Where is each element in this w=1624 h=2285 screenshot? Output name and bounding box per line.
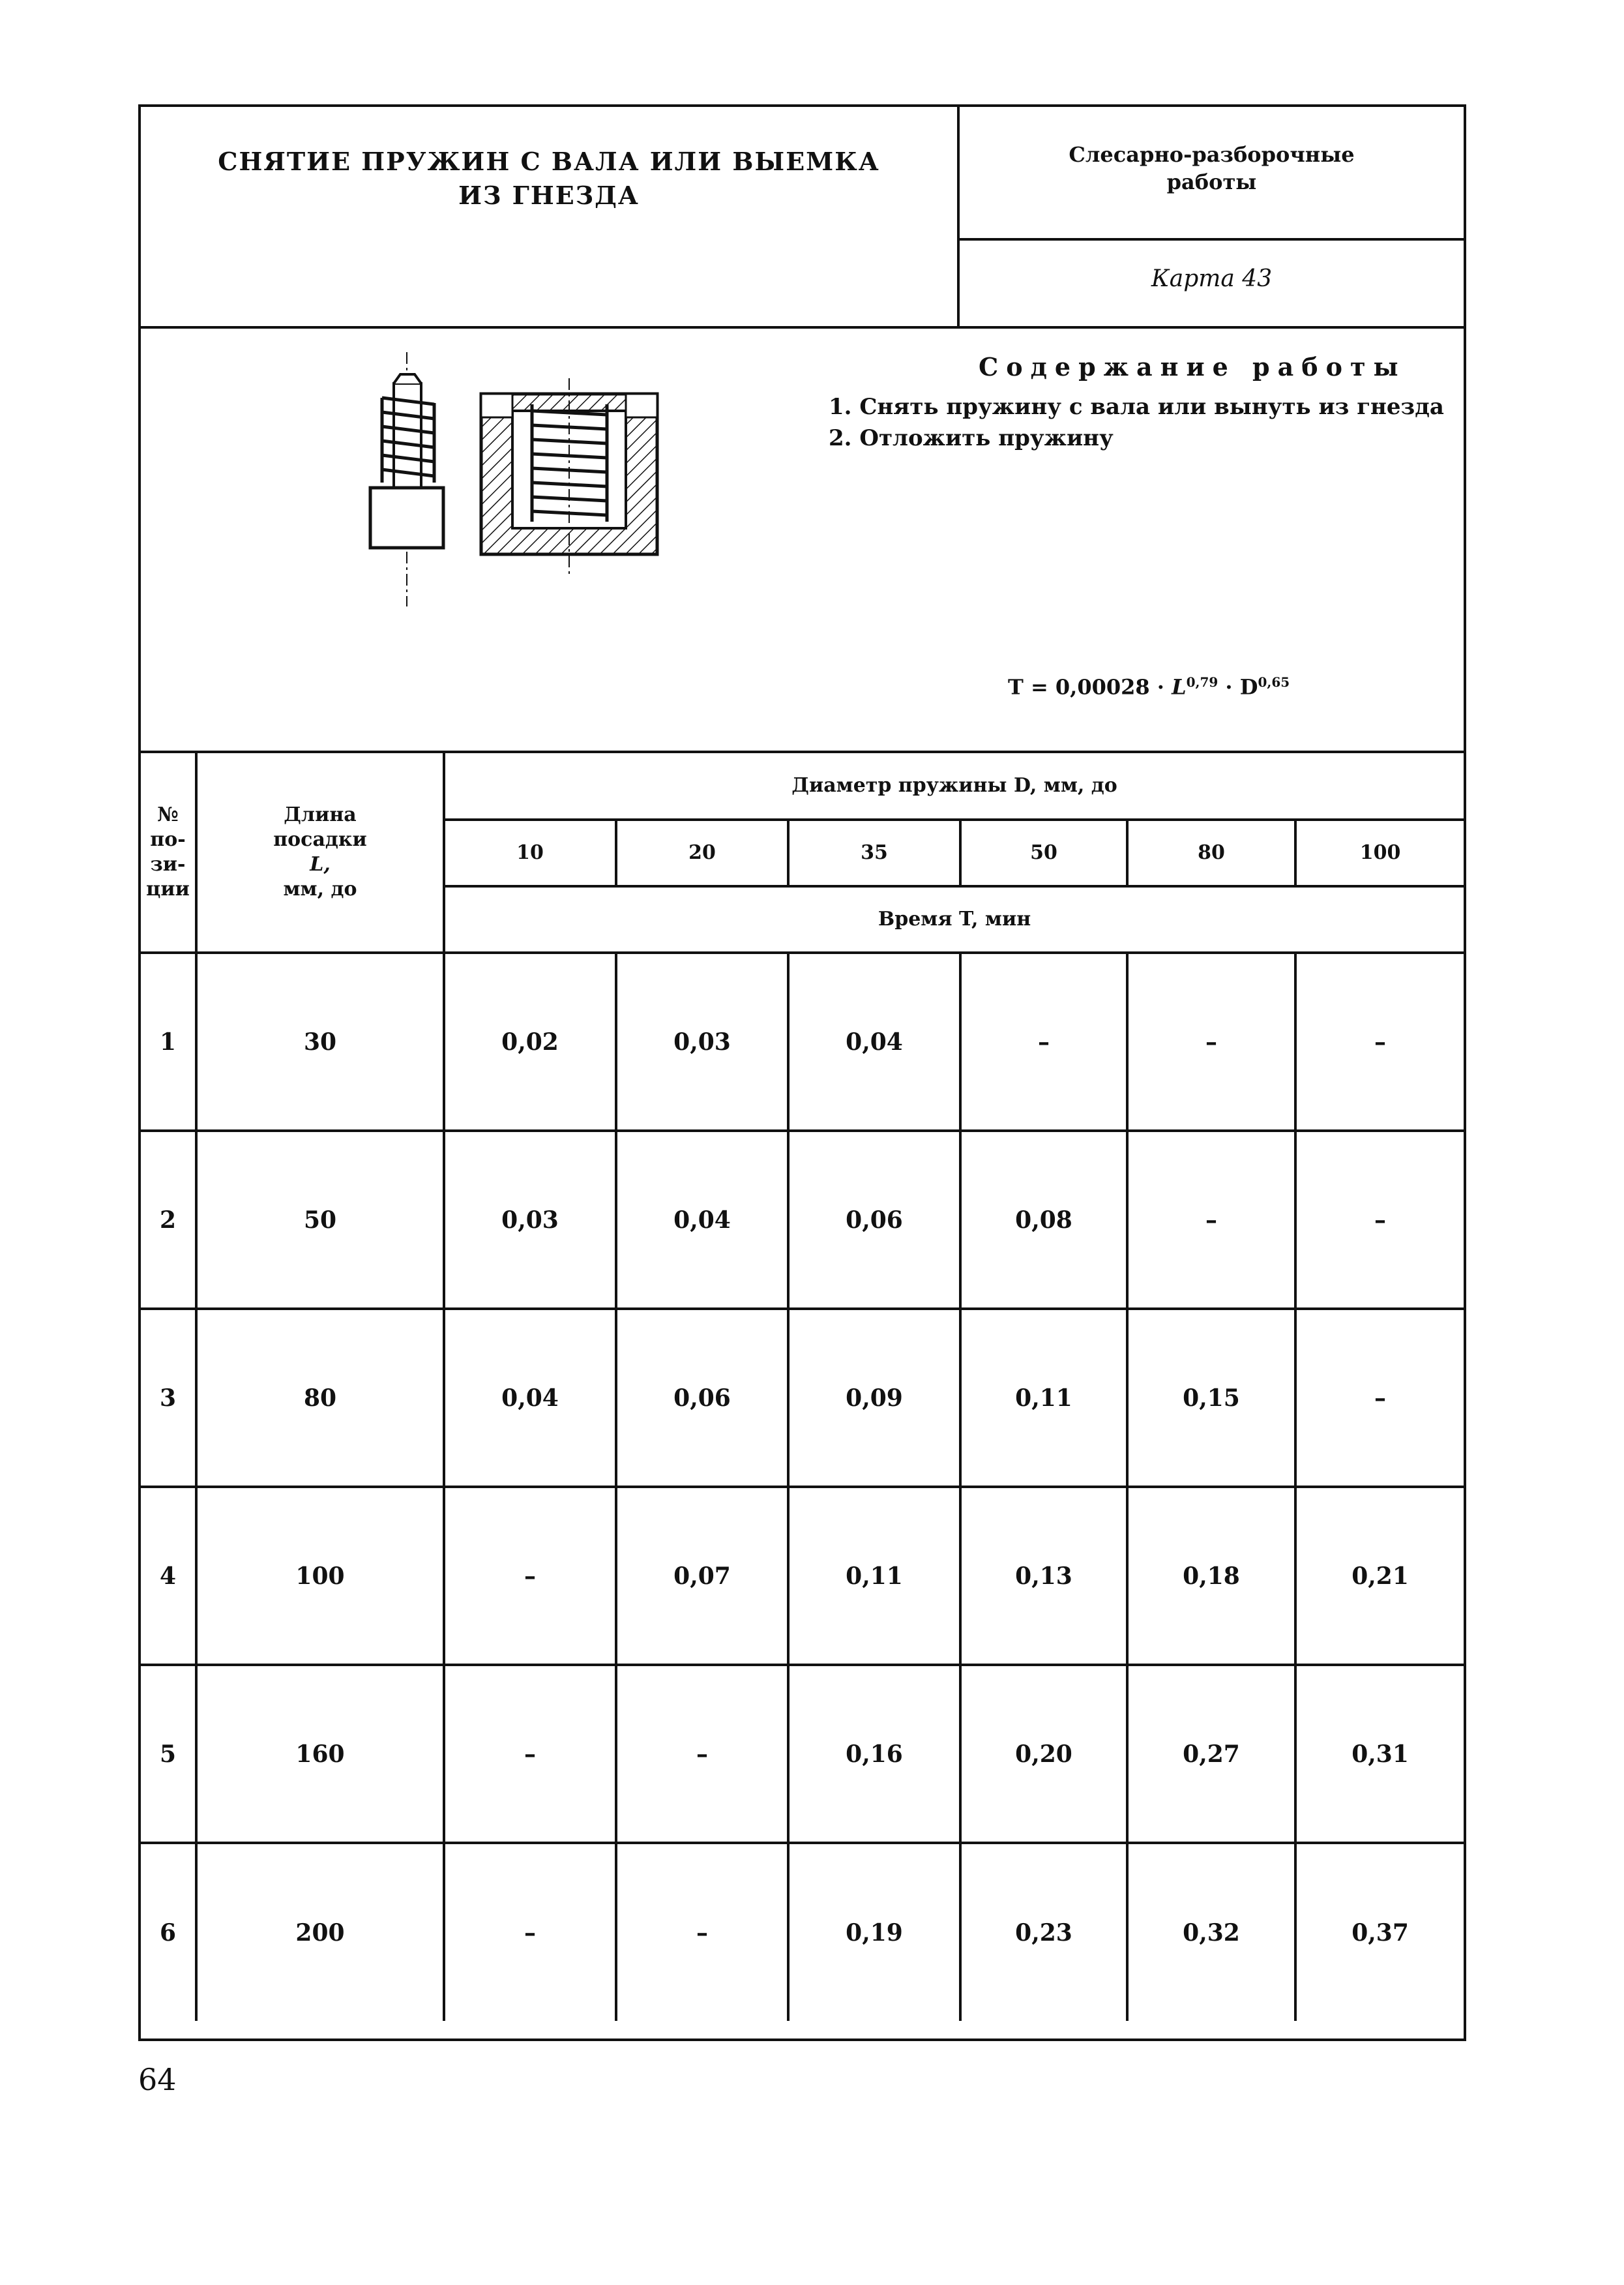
shaft-with-spring-figure (370, 352, 443, 606)
table-row (141, 1665, 1464, 1843)
table-row (141, 1131, 1464, 1309)
time-cell: 0,03 (444, 1131, 616, 1309)
time-cell: 0,06 (616, 1309, 788, 1487)
work-step: 1. Снять пружину с вала или вынуть из гнезда (829, 394, 1444, 420)
position-header-line: ции (146, 878, 190, 901)
time-cell: 0,31 (1295, 1665, 1464, 1843)
card-frame (138, 104, 1466, 2041)
length-header-line: Длина (284, 803, 357, 826)
time-cell: – (960, 953, 1127, 1131)
position-header-line: № (157, 803, 179, 826)
time-cell: – (1127, 953, 1295, 1131)
title-line-2: ИЗ ГНЕЗДА (458, 181, 640, 210)
time-cell: 0,03 (616, 953, 788, 1131)
diameter-header: Диаметр пружины D, мм, до (444, 753, 1464, 820)
card-number: Карта 43 (1151, 265, 1273, 292)
position-cell: 4 (141, 1487, 196, 1665)
position-cell: 1 (141, 953, 196, 1131)
position-cell: 2 (141, 1131, 196, 1309)
diameter-value: 80 (1127, 820, 1295, 886)
time-formula (1008, 674, 1290, 700)
time-cell: – (444, 1843, 616, 2021)
time-cell: 0,27 (1127, 1665, 1295, 1843)
formula-prefix: T = 0,00028 · (1008, 674, 1172, 700)
position-header-line: зи- (150, 853, 186, 876)
time-cell: 0,20 (960, 1665, 1127, 1843)
time-cell: 0,11 (960, 1309, 1127, 1487)
time-cell: 0,11 (788, 1487, 960, 1665)
diameter-value: 35 (788, 820, 960, 886)
formula-l-base: L (1172, 674, 1187, 700)
time-cell: – (1127, 1131, 1295, 1309)
time-cell: – (616, 1665, 788, 1843)
length-header (196, 753, 444, 953)
time-header: Время T, мин (444, 886, 1464, 953)
table-row (141, 953, 1464, 1131)
time-cell: 0,04 (616, 1131, 788, 1309)
time-cell: – (1295, 1309, 1464, 1487)
time-cell: 0,21 (1295, 1487, 1464, 1665)
length-cell: 160 (196, 1665, 444, 1843)
time-cell: 0,18 (1127, 1487, 1295, 1665)
time-cell: 0,19 (788, 1843, 960, 2021)
title-cell (141, 107, 960, 326)
length-header-line: посадки (273, 828, 367, 851)
table-row (141, 1843, 1464, 2021)
position-cell: 6 (141, 1843, 196, 2021)
category-cell (960, 107, 1464, 241)
time-cell: – (444, 1487, 616, 1665)
length-cell: 200 (196, 1843, 444, 2021)
time-cell: 0,02 (444, 953, 616, 1131)
time-cell: 0,32 (1127, 1843, 1295, 2021)
time-cell: 0,13 (960, 1487, 1127, 1665)
position-cell: 3 (141, 1309, 196, 1487)
time-cell: 0,15 (1127, 1309, 1295, 1487)
socket-with-spring-figure (481, 378, 657, 574)
category-line-2: работы (1166, 170, 1257, 194)
length-cell: 80 (196, 1309, 444, 1487)
table-row (141, 1309, 1464, 1487)
time-cell: 0,06 (788, 1131, 960, 1309)
time-cell: 0,08 (960, 1131, 1127, 1309)
time-cell: 0,07 (616, 1487, 788, 1665)
diameter-value: 50 (960, 820, 1127, 886)
work-steps (829, 391, 1444, 454)
length-header-line: L, (310, 853, 331, 876)
length-cell: 30 (196, 953, 444, 1131)
length-header-line: мм, до (283, 878, 357, 901)
time-norms-table (141, 753, 1464, 2021)
length-cell: 100 (196, 1487, 444, 1665)
diameter-value: 10 (444, 820, 616, 886)
diameter-value: 100 (1295, 820, 1464, 886)
formula-l-exp: 0,79 (1186, 674, 1218, 690)
work-heading: Содержание работы (979, 352, 1406, 381)
time-cell: – (444, 1665, 616, 1843)
diameter-value: 20 (616, 820, 788, 886)
length-cell: 50 (196, 1131, 444, 1309)
time-cell: 0,04 (788, 953, 960, 1131)
time-cell: – (616, 1843, 788, 2021)
card-header (141, 107, 1464, 329)
position-header-line: по- (150, 828, 186, 851)
time-cell: 0,23 (960, 1843, 1127, 2021)
work-content-section (141, 326, 1464, 753)
time-cell: – (1295, 953, 1464, 1131)
time-cell: 0,04 (444, 1309, 616, 1487)
work-category (960, 141, 1464, 196)
formula-d-exp: 0,65 (1258, 674, 1290, 690)
position-cell: 5 (141, 1665, 196, 1843)
page-number: 64 (138, 2062, 177, 2097)
time-cell: 0,09 (788, 1309, 960, 1487)
formula-d-base: D (1239, 674, 1258, 700)
formula-mid: · (1218, 674, 1240, 700)
document-title (141, 145, 957, 213)
position-header (141, 753, 196, 953)
card-number-cell (960, 241, 1464, 326)
table-header-row (141, 753, 1464, 820)
title-line-1: СНЯТИЕ ПРУЖИН С ВАЛА ИЛИ ВЫЕМКА (218, 147, 880, 176)
table-row (141, 1487, 1464, 1665)
spring-drawing (336, 352, 701, 659)
category-line-1: Слесарно-разборочные (1069, 142, 1355, 167)
time-cell: 0,37 (1295, 1843, 1464, 2021)
time-cell: 0,16 (788, 1665, 960, 1843)
work-step: 2. Отложить пружину (829, 425, 1114, 451)
time-cell: – (1295, 1131, 1464, 1309)
